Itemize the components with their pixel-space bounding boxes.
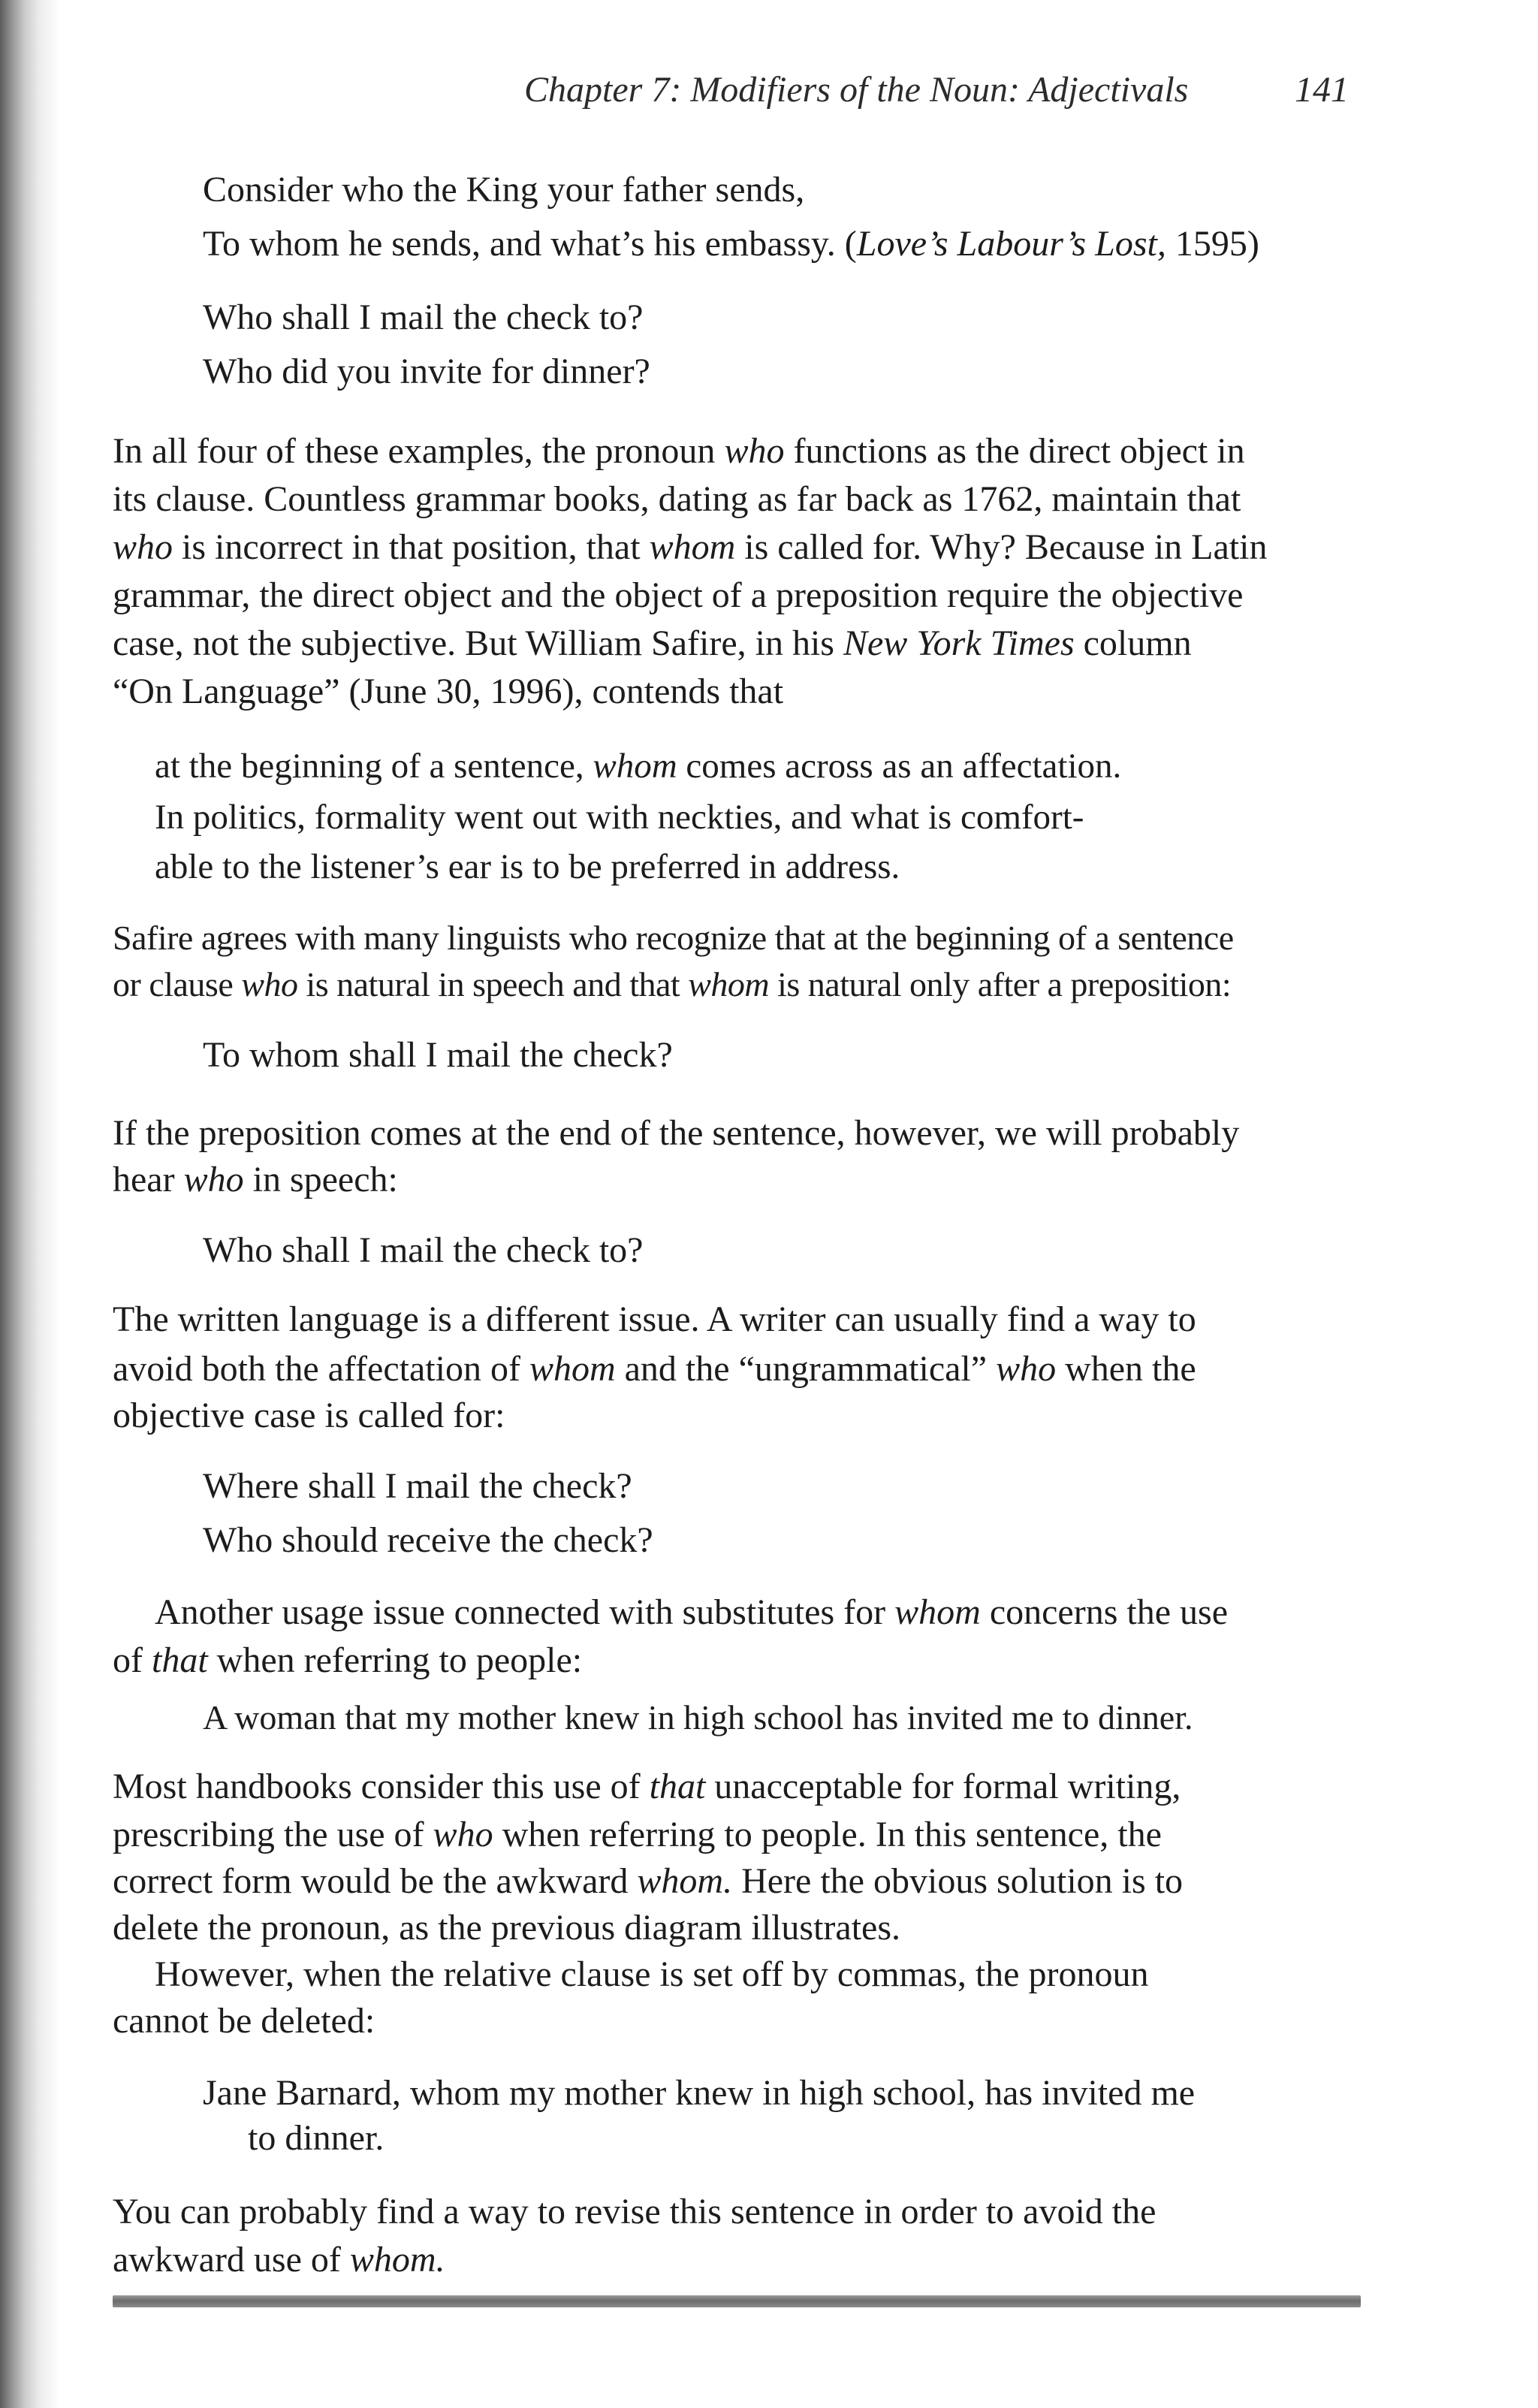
paragraph-line: grammar, the direct object and the object of a preposition require the objective	[113, 575, 1244, 615]
page-number: 141	[1295, 70, 1349, 110]
paragraph-line: “On Language” (June 30, 1996), contends that	[113, 671, 784, 711]
paragraph-line: cannot be deleted:	[113, 2001, 375, 2041]
paragraph-line: avoid both the affectation of whom and the “ungrammatical” who when the	[113, 1349, 1196, 1389]
example-line: Who should receive the check?	[203, 1520, 653, 1560]
example-line: Where shall I mail the check?	[203, 1466, 632, 1506]
example-line: To whom shall I mail the check?	[203, 1035, 673, 1075]
paragraph-line: or clause who is natural in speech and that whom is natural only after a preposition:	[113, 965, 1232, 1003]
paragraph-line: prescribing the use of who when referring to people. In this sentence, the	[113, 1815, 1162, 1854]
paragraph-line: hear who in speech:	[113, 1160, 398, 1199]
paragraph-line: awkward use of whom.	[113, 2240, 445, 2280]
example-line: to dinner.	[248, 2118, 384, 2158]
example-line: To whom he sends, and what’s his embassy. (Love’s Labour’s Lost, 1595)	[203, 224, 1259, 264]
paragraph-line: correct form would be the awkward whom. Here the obvious solution is to	[113, 1861, 1184, 1901]
example-line: Who did you invite for dinner?	[203, 352, 650, 391]
example-line: A woman that my mother knew in high school has invited me to dinner.	[203, 1698, 1193, 1737]
paragraph-line: You can probably find a way to revise this sentence in order to avoid the	[113, 2192, 1157, 2231]
block-quote-line: able to the listener’s ear is to be preferred in address.	[155, 847, 900, 886]
paragraph-line: objective case is called for:	[113, 1396, 505, 1435]
example-line: Who shall I mail the check to?	[203, 1230, 644, 1270]
paragraph-line: In all four of these examples, the pronoun who functions as the direct object in	[113, 431, 1245, 471]
play-title: Love’s Labour’s Lost,	[856, 224, 1166, 264]
running-head: Chapter 7: Modifiers of the Noun: Adjectivals	[524, 70, 1189, 110]
section-rule	[113, 2295, 1361, 2307]
paragraph-line: delete the pronoun, as the previous diagram illustrates.	[113, 1908, 901, 1948]
paragraph-line: However, when the relative clause is set off by commas, the pronoun	[155, 1954, 1149, 1994]
block-quote-line: In politics, formality went out with neckties, and what is comfort-	[155, 798, 1084, 837]
paragraph-line: of that when referring to people:	[113, 1640, 583, 1680]
example-line: Who shall I mail the check to?	[203, 297, 644, 337]
paragraph-line: Another usage issue connected with substitutes for whom concerns the use	[155, 1592, 1229, 1632]
paragraph-line: who is incorrect in that position, that whom is called for. Why? Because in Latin	[113, 527, 1268, 567]
paragraph-line: Safire agrees with many linguists who recognize that at the beginning of a sentence	[113, 919, 1234, 957]
paragraph-line: If the preposition comes at the end of the sentence, however, we will probably	[113, 1113, 1240, 1153]
paragraph-line: The written language is a different issue. A writer can usually find a way to	[113, 1299, 1196, 1339]
example-line: Consider who the King your father sends,	[203, 170, 805, 210]
paragraph-line: Most handbooks consider this use of that unacceptable for formal writing,	[113, 1767, 1181, 1806]
block-quote-line: at the beginning of a sentence, whom comes across as an affectation.	[155, 747, 1122, 786]
example-line: Jane Barnard, whom my mother knew in high school, has invited me	[203, 2073, 1196, 2113]
paragraph-line: its clause. Countless grammar books, dating as far back as 1762, maintain that	[113, 479, 1241, 519]
paragraph-line: case, not the subjective. But William Safire, in his New York Times column	[113, 623, 1192, 663]
